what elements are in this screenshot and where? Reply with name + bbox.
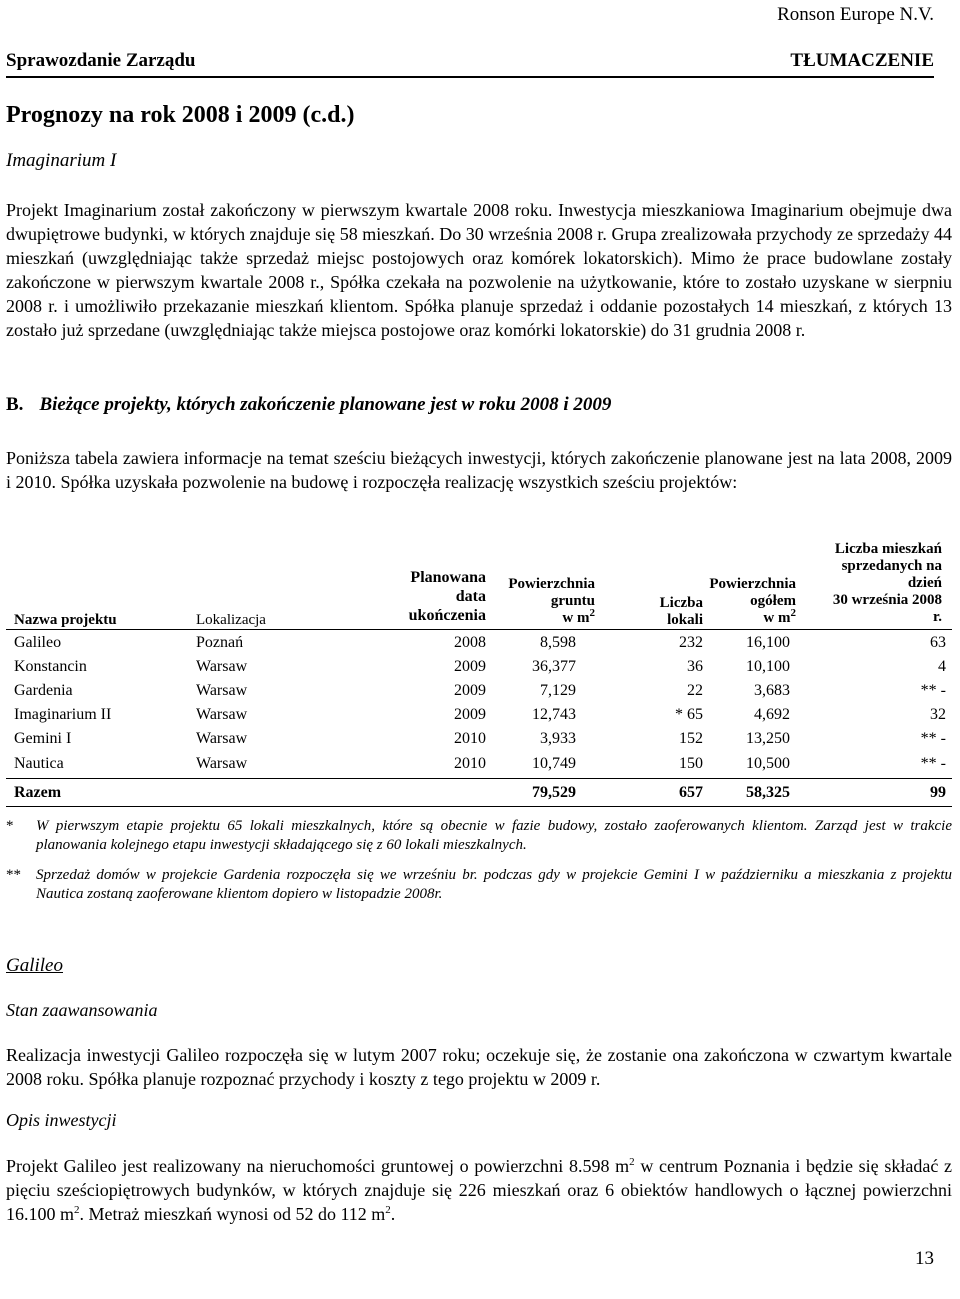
table-total-rule bbox=[6, 778, 952, 779]
col-header-area-l2: ogółem bbox=[750, 593, 796, 609]
cell-sold: 63 bbox=[930, 634, 946, 651]
col-header-land bbox=[508, 576, 595, 627]
cell-land: 7,129 bbox=[540, 682, 576, 699]
cell-location: Warsaw bbox=[196, 706, 248, 723]
col-header-completion-l1: Planowana bbox=[410, 569, 486, 586]
col-header-area-l1: Powierzchnia bbox=[709, 576, 796, 592]
section-b-heading bbox=[6, 394, 611, 416]
description-text bbox=[6, 1154, 952, 1226]
description-part: w centrum Poznania i będzie się składać z pięciu sześciopiętrowych budynków, w których znajduje się 226 mieszkań oraz 6 obiektów handlowych o łącznej powierzchni 16.100 m bbox=[6, 1156, 952, 1224]
header-divider bbox=[6, 76, 934, 78]
col-header-area bbox=[709, 576, 796, 627]
cell-land: 10,749 bbox=[532, 755, 576, 772]
cell-name: Nautica bbox=[14, 755, 64, 772]
cell-area: 16,100 bbox=[746, 634, 790, 651]
superscript: 2 bbox=[629, 1156, 635, 1168]
description-part: . bbox=[390, 1204, 396, 1224]
table-total-row bbox=[6, 784, 952, 808]
cell-units: * 65 bbox=[675, 706, 703, 723]
cell-units: 150 bbox=[679, 755, 703, 772]
col-header-units-l1: Liczba bbox=[659, 595, 703, 611]
cell-sold: ** - bbox=[920, 682, 946, 699]
col-header-name: Nazwa projektu bbox=[14, 612, 117, 628]
table-row bbox=[6, 634, 952, 658]
cell-completion: 2010 bbox=[454, 755, 486, 772]
col-header-sold-l2: sprzedanych na bbox=[841, 558, 942, 574]
cell-sold: ** - bbox=[920, 730, 946, 747]
status-heading: Stan zaawansowania bbox=[6, 1000, 158, 1020]
total-land: 79,529 bbox=[532, 784, 576, 801]
total-sold: 99 bbox=[930, 784, 946, 801]
cell-land: 3,933 bbox=[540, 730, 576, 747]
col-header-sold-l5: r. bbox=[932, 609, 942, 625]
cell-completion: 2008 bbox=[454, 634, 486, 651]
description-heading: Opis inwestycji bbox=[6, 1110, 117, 1130]
company-name: Ronson Europe N.V. bbox=[777, 4, 934, 25]
col-header-completion-l2: data bbox=[455, 588, 486, 605]
cell-name: Galileo bbox=[14, 634, 62, 651]
cell-land: 8,598 bbox=[540, 634, 576, 651]
cell-sold: ** - bbox=[920, 755, 946, 772]
imaginarium-text: Projekt Imaginarium został zakończony w pierwszym kwartale 2008 roku. Inwestycja mieszkaniowa Imaginarium obejmuje dwa dwupiętrowe budynki, w których znajduje się 58 mieszkań. Do 30 września 2008 r. Grupa zrealizowała przychody ze sprzedaży 44 mieszkań (uwzględniając także sprzedaż miejsc postojowych oraz komórek lokatorskich). Mimo że prace budowlane zostały zakończone w pierwszym kwartale 2008 r., Spółka czekała na pozwolenie na użytkowanie, które to zostało uzyskane w sierpniu 2008 r. i umożliwiło przekazanie mieszkań klientom. Spółka planuje sprzedaż i oddanie pozostałych 14 mieszkań, z których 13 zostało już sprzedane (uwzględniając także miejsca postojowe oraz komórki lokatorskie) do 31 grudnia 2008 r. bbox=[6, 200, 952, 340]
total-area: 58,325 bbox=[746, 784, 790, 801]
cell-sold: 4 bbox=[938, 658, 946, 675]
table-header-rule bbox=[6, 629, 952, 630]
cell-area: 3,683 bbox=[754, 682, 790, 699]
table-row bbox=[6, 730, 952, 754]
col-header-location: Lokalizacja bbox=[196, 612, 266, 628]
status-paragraph bbox=[6, 1043, 952, 1091]
cell-land: 12,743 bbox=[532, 706, 576, 723]
cell-units: 152 bbox=[679, 730, 703, 747]
cell-completion: 2009 bbox=[454, 658, 486, 675]
col-header-sold-l4: 30 września 2008 bbox=[832, 592, 942, 608]
footnote-text: W pierwszym etapie projektu 65 lokali mieszkalnych, które są obecnie w fazie budowy, zostało zaoferowanych klientom. Zarząd jest w trakcie planowania kolejnego etapu inwestycji składającego się z 60 lokali mieszkalnych. bbox=[36, 818, 952, 853]
table-row bbox=[6, 706, 952, 730]
col-header-land-l3: w m bbox=[562, 610, 590, 626]
section-b-letter: B. bbox=[6, 394, 24, 415]
table-bottom-rule bbox=[6, 806, 952, 807]
col-header-units bbox=[660, 595, 703, 629]
cell-completion: 2010 bbox=[454, 730, 486, 747]
col-header-sold-l3: dzień bbox=[907, 575, 942, 591]
cell-area: 10,100 bbox=[746, 658, 790, 675]
projects-intro-text: Poniższa tabela zawiera informacje na temat sześciu bieżących inwestycji, których zakończenie planowane jest na lata 2008, 2009 i 2010. Spółka uzyskała pozwolenie na budowę i rozpoczęła realizację wszystkich sześciu projektów: bbox=[6, 448, 952, 492]
total-units: 657 bbox=[679, 784, 703, 801]
col-header-land-l2: gruntu bbox=[550, 593, 595, 609]
cell-location: Warsaw bbox=[196, 730, 248, 747]
superscript: 2 bbox=[589, 607, 595, 619]
status-text: Realizacja inwestycji Galileo rozpoczęła się w lutym 2007 roku; oczekuje się, że zostanie ona zakończona w czwartym kwartale 2008 roku. Spółka planuje rozpoznać przychody i koszty z tego projektu w 2009 r. bbox=[6, 1045, 952, 1089]
translation-label: TŁUMACZENIE bbox=[790, 50, 934, 71]
cell-completion: 2009 bbox=[454, 706, 486, 723]
superscript: 2 bbox=[385, 1204, 391, 1216]
footnote bbox=[6, 866, 952, 904]
cell-land: 36,377 bbox=[532, 658, 576, 675]
cell-location: Warsaw bbox=[196, 658, 248, 675]
superscript: 2 bbox=[790, 607, 796, 619]
description-paragraph bbox=[6, 1154, 952, 1226]
cell-area: 4,692 bbox=[754, 706, 790, 723]
cell-name: Konstancin bbox=[14, 658, 87, 675]
cell-name: Gardenia bbox=[14, 682, 73, 699]
projects-table bbox=[6, 538, 952, 808]
page-number: 13 bbox=[915, 1248, 934, 1269]
col-header-completion bbox=[409, 568, 486, 625]
col-header-sold bbox=[833, 541, 942, 626]
cell-name: Imaginarium II bbox=[14, 706, 112, 723]
page-title: Prognozy na rok 2008 i 2009 (c.d.) bbox=[6, 102, 355, 128]
footnote bbox=[6, 817, 952, 855]
cell-location: Warsaw bbox=[196, 755, 248, 772]
cell-location: Warsaw bbox=[196, 682, 248, 699]
cell-units: 36 bbox=[687, 658, 703, 675]
imaginarium-paragraph bbox=[6, 198, 952, 342]
table-row bbox=[6, 658, 952, 682]
col-header-land-l1: Powierzchnia bbox=[508, 576, 595, 592]
cell-name: Gemini I bbox=[14, 730, 72, 747]
superscript: 2 bbox=[74, 1204, 80, 1216]
total-label: Razem bbox=[14, 784, 62, 801]
col-header-sold-l1: Liczba mieszkań bbox=[834, 541, 942, 557]
cell-units: 232 bbox=[679, 634, 703, 651]
col-header-area-l3: w m bbox=[763, 610, 791, 626]
description-part: Projekt Galileo jest realizowany na nieruchomości gruntowej o powierzchni 8.598 m bbox=[6, 1156, 630, 1176]
cell-location: Poznań bbox=[196, 634, 244, 651]
footnote-mark: * bbox=[6, 818, 14, 834]
table-row bbox=[6, 682, 952, 706]
cell-completion: 2009 bbox=[454, 682, 486, 699]
cell-area: 10,500 bbox=[746, 755, 790, 772]
projects-intro-paragraph bbox=[6, 446, 952, 494]
cell-units: 22 bbox=[687, 682, 703, 699]
footnote-text: Sprzedaż domów w projekcie Gardenia rozpoczęła się we wrześniu br. podczas gdy w projekcie Gemini I w październiku a mieszkania z projektu Nautica zostaną zaoferowane klientom dopiero w listopadzie 2008r. bbox=[36, 867, 952, 902]
report-title: Sprawozdanie Zarządu bbox=[6, 50, 196, 71]
footnote-mark: ** bbox=[6, 867, 21, 883]
description-part: . Metraż mieszkań wynosi od 52 do 112 m bbox=[79, 1204, 386, 1224]
table-row bbox=[6, 755, 952, 779]
col-header-units-l2: lokali bbox=[667, 612, 703, 628]
section-b-title: Bieżące projekty, których zakończenie planowane jest w roku 2008 i 2009 bbox=[39, 394, 612, 415]
col-header-completion-l3: ukończenia bbox=[408, 607, 486, 624]
section-heading-imaginarium: Imaginarium I bbox=[6, 150, 117, 171]
cell-sold: 32 bbox=[930, 706, 946, 723]
cell-area: 13,250 bbox=[746, 730, 790, 747]
galileo-heading: Galileo bbox=[6, 955, 63, 976]
